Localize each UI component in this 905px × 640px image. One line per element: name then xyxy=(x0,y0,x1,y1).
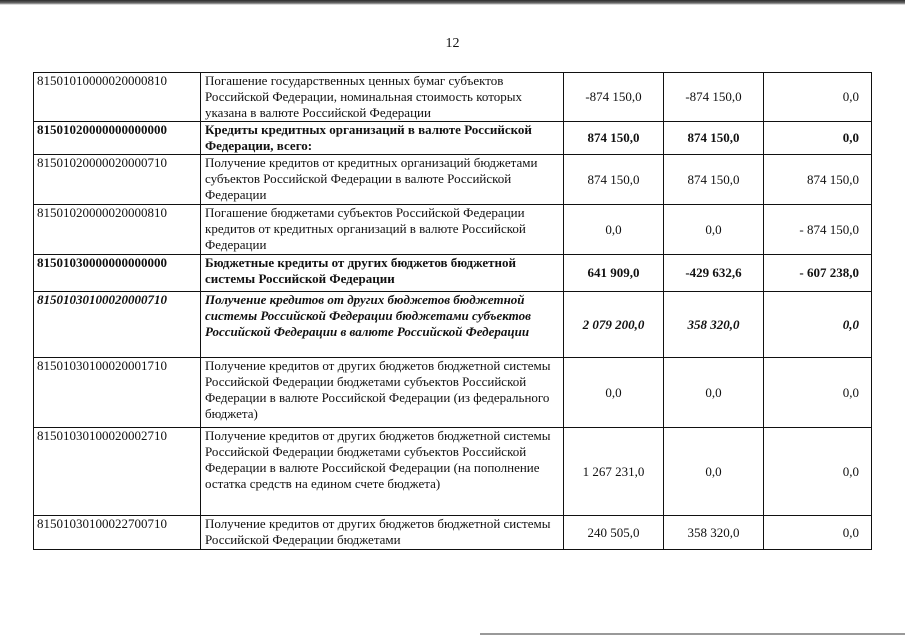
scan-edge-bottom xyxy=(480,633,905,635)
row-code: 81501010000020000810 xyxy=(34,73,201,122)
row-value-2: 874 150,0 xyxy=(664,155,764,205)
row-description: Получение кредитов от других бюджетов бюджетной системы Российской Федерации бюджетами субъектов Российской Федерации в валюте Российской Федерации (из федерального бюджета) xyxy=(201,358,564,428)
row-value-1: 240 505,0 xyxy=(564,516,664,550)
row-code: 81501020000000000000 xyxy=(34,122,201,155)
row-code: 81501020000020000710 xyxy=(34,155,201,205)
row-description: Получение кредитов от других бюджетов бюджетной системы Российской Федерации бюджетами xyxy=(201,516,564,550)
row-value-3: 0,0 xyxy=(764,428,872,516)
row-description: Получение кредитов от кредитных организаций бюджетами субъектов Российской Федерации в валюте Российской Федерации xyxy=(201,155,564,205)
row-code: 81501030000000000000 xyxy=(34,255,201,292)
row-value-3: - 874 150,0 xyxy=(764,205,872,255)
row-description: Получение кредитов от других бюджетов бюджетной системы Российской Федерации бюджетами субъектов Российской Федерации в валюте Российской Федерации xyxy=(201,292,564,358)
row-value-1: 874 150,0 xyxy=(564,155,664,205)
row-value-1: 2 079 200,0 xyxy=(564,292,664,358)
row-description: Кредиты кредитных организаций в валюте Российской Федерации, всего: xyxy=(201,122,564,155)
row-value-2: 0,0 xyxy=(664,428,764,516)
row-code: 81501030100020001710 xyxy=(34,358,201,428)
row-value-3: 0,0 xyxy=(764,516,872,550)
table-row xyxy=(34,516,872,550)
row-description: Получение кредитов от других бюджетов бюджетной системы Российской Федерации бюджетами субъектов Российской Федерации в валюте Российской Федерации (на пополнение остатка средств на едином счете бюджета) xyxy=(201,428,564,516)
table-row xyxy=(34,292,872,358)
table-row xyxy=(34,73,872,122)
budget-sources-table xyxy=(33,72,872,550)
table-row xyxy=(34,428,872,516)
row-value-1: 1 267 231,0 xyxy=(564,428,664,516)
table-row xyxy=(34,255,872,292)
row-description: Бюджетные кредиты от других бюджетов бюджетной системы Российской Федерации xyxy=(201,255,564,292)
row-value-2: -429 632,6 xyxy=(664,255,764,292)
row-description: Погашение бюджетами субъектов Российской Федерации кредитов от кредитных организаций в валюте Российской Федерации xyxy=(201,205,564,255)
row-value-3: - 607 238,0 xyxy=(764,255,872,292)
row-value-2: 874 150,0 xyxy=(664,122,764,155)
row-value-1: 0,0 xyxy=(564,205,664,255)
row-value-2: 0,0 xyxy=(664,358,764,428)
row-value-2: 0,0 xyxy=(664,205,764,255)
row-value-2: 358 320,0 xyxy=(664,516,764,550)
row-code: 81501030100020000710 xyxy=(34,292,201,358)
row-description: Погашение государственных ценных бумаг субъектов Российской Федерации, номинальная стоимость которых указана в валюте Российской Федерации xyxy=(201,73,564,122)
row-value-3: 0,0 xyxy=(764,122,872,155)
table-row xyxy=(34,155,872,205)
row-value-1: 0,0 xyxy=(564,358,664,428)
row-value-2: 358 320,0 xyxy=(664,292,764,358)
row-code: 81501030100022700710 xyxy=(34,516,201,550)
row-value-1: 874 150,0 xyxy=(564,122,664,155)
page-number: 12 xyxy=(445,36,460,51)
table-row xyxy=(34,122,872,155)
table-row xyxy=(34,205,872,255)
row-value-3: 0,0 xyxy=(764,358,872,428)
row-value-1: -874 150,0 xyxy=(564,73,664,122)
row-value-3: 0,0 xyxy=(764,292,872,358)
row-code: 81501030100020002710 xyxy=(34,428,201,516)
row-value-3: 0,0 xyxy=(764,73,872,122)
row-value-1: 641 909,0 xyxy=(564,255,664,292)
row-code: 81501020000020000810 xyxy=(34,205,201,255)
row-value-2: -874 150,0 xyxy=(664,73,764,122)
row-value-3: 874 150,0 xyxy=(764,155,872,205)
table-row xyxy=(34,358,872,428)
scan-edge-top xyxy=(0,0,905,5)
